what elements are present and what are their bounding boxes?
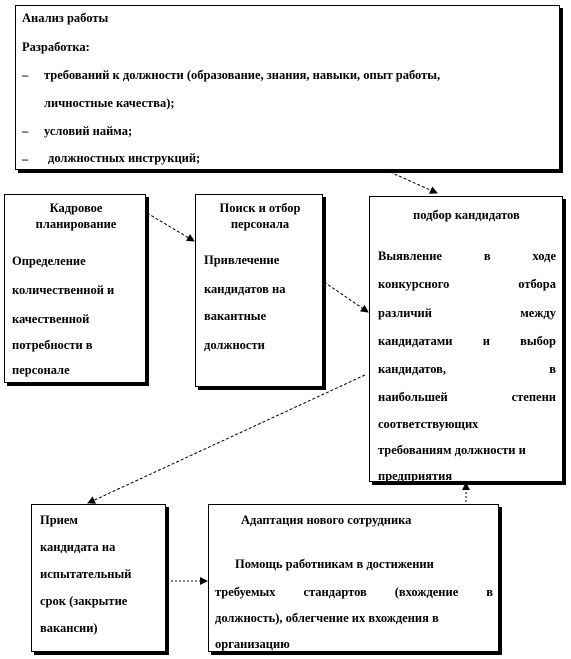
selection-body-line: Выявление в ходе [378, 249, 556, 263]
bullet-dash: – [22, 124, 29, 138]
candidate-selection-box [369, 196, 563, 482]
bullet-dash: – [22, 68, 29, 82]
adaptation-body-line: должность), облегчение их вхождения в [215, 611, 439, 625]
probation-body-line: испытательный [40, 567, 132, 581]
hr-planning-body-line: качественной [12, 312, 90, 326]
selection-body-line: соответствующих [378, 417, 479, 431]
selection-body-line: кандидатами и выбор [378, 334, 556, 348]
adaptation-body-line: организацию [215, 637, 290, 651]
job-analysis-box [15, 5, 560, 170]
hr-planning-title-1: Кадровое [49, 201, 103, 215]
probation-body-line: вакансии) [40, 621, 98, 635]
hr-planning-body-line: Определение [12, 254, 86, 268]
recruitment-box [195, 194, 323, 387]
bullet-dash: – [22, 152, 29, 166]
requirement-item-cont: личностные качества); [44, 96, 175, 110]
selection-body-line: кандидатов, в [378, 362, 556, 376]
arrow-planning-to-search [147, 213, 194, 241]
selection-body-line: различий между [378, 306, 556, 320]
recruitment-title-2: персонала [230, 217, 290, 231]
recruitment-body-line: вакантные [204, 309, 267, 323]
hr-planning-box [4, 194, 146, 383]
probation-body-line: срок (закрытие [40, 594, 128, 608]
probation-box [31, 504, 166, 652]
adaptation-box [208, 504, 499, 652]
arrow-search-to-selection [324, 282, 368, 312]
recruitment-body-line: должности [204, 338, 265, 352]
job-analysis-title: Анализ работы [22, 11, 109, 25]
recruitment-body-line: Привлечение [204, 253, 280, 267]
selection-body-line: требованиям должности и [378, 443, 526, 457]
hr-planning-body-line: потребности в [12, 338, 93, 352]
hr-planning-title-2: планирование [35, 217, 117, 231]
arrow-selection-to-probation [88, 375, 365, 503]
employment-conditions-item: условий найма; [44, 124, 133, 138]
selection-body-line: конкурсного отбора [378, 277, 556, 291]
probation-body-line: Прием [40, 513, 78, 527]
hr-planning-body-line: количественной и [12, 283, 115, 297]
recruitment-body-line: кандидатов на [204, 282, 286, 296]
selection-body-line: наибольшей степени [378, 390, 556, 404]
probation-body-line: кандидата на [40, 540, 116, 554]
recruitment-title-1: Поиск и отбор [219, 201, 301, 215]
adaptation-body-line: требуемых стандартов (вхождение в [215, 585, 493, 599]
job-descriptions-item: должностных инструкций; [48, 151, 201, 165]
requirement-item: требований к должности (образование, знания, навыки, опыт работы, [44, 68, 441, 82]
adaptation-body-line: Помощь работникам в достижении [235, 557, 434, 571]
selection-body-line: предприятия [378, 469, 453, 483]
arrow-analysis-to-selection [390, 172, 437, 193]
adaptation-title: Адаптация нового сотрудника [241, 513, 412, 527]
job-analysis-subtitle: Разработка: [22, 40, 90, 54]
candidate-selection-title: подбор кандидатов [413, 208, 520, 222]
hr-planning-body-line: персонале [12, 363, 70, 377]
